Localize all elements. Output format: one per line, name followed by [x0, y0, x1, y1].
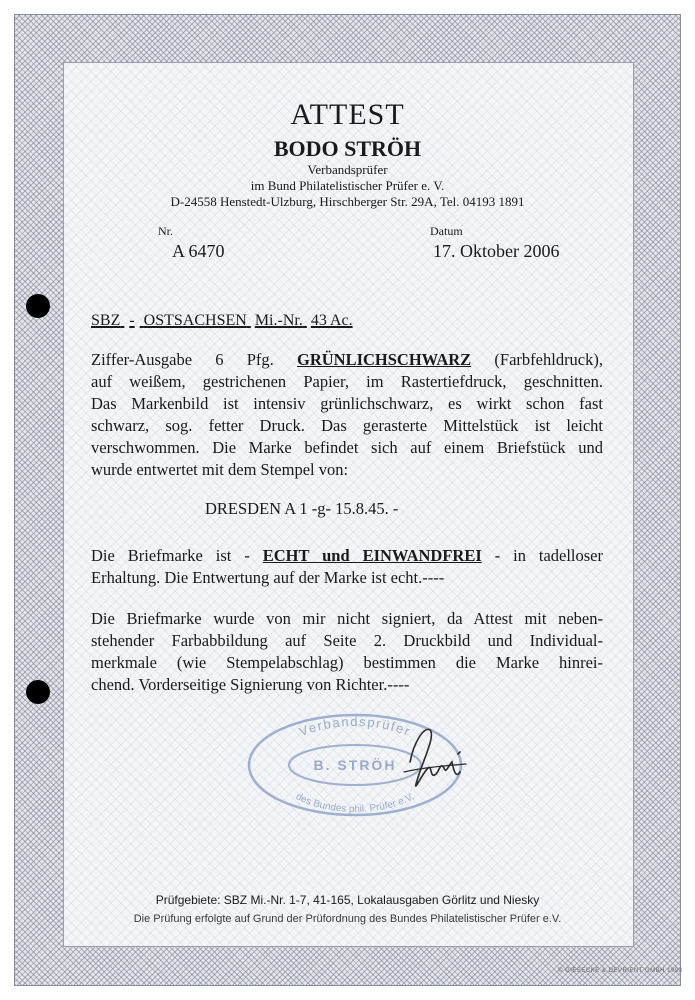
description-line-3: Das Markenbild ist intensiv grünlichschwarz, es wirkt schon fast — [91, 394, 603, 413]
error-type: (Farbfehldruck), — [494, 350, 604, 369]
seal-bottom-text: des Bundes phil. Prüfer e.V. — [293, 791, 417, 816]
stamp-heading — [91, 312, 353, 330]
seal-center-text: B. STRÖH — [313, 757, 397, 773]
note-paragraph — [91, 608, 603, 696]
description-line-1 — [91, 349, 603, 371]
verdict-intro: Die Briefmarke ist - — [91, 546, 250, 565]
heading-area: SBZ — [91, 312, 121, 329]
issue-text: Ziffer-Ausgabe 6 Pfg. — [91, 350, 274, 369]
description-line-4: schwarz, sog. fetter Druck. Das gerasterte Mittelstück ist leicht — [91, 416, 603, 435]
heading-region: OSTSACHSEN — [143, 312, 247, 329]
verdict-line-2: Erhaltung. Die Entwertung auf der Marke ist echt.---- — [91, 568, 445, 587]
printer-imprint: © GIESECKE & DEVRIENT GMBH 1993 — [558, 968, 683, 974]
association: im Bund Philatelistischer Prüfer e. V. — [250, 178, 445, 193]
address: D-24558 Henstedt-Ulzburg, Hirschberger Str. 29A, Tel. 04193 1891 — [170, 194, 525, 209]
certificate-number: A 6470 — [172, 241, 225, 261]
cancellation-text: DRESDEN A 1 -g- 15.8.45. - — [205, 499, 399, 518]
note-line-1: Die Briefmarke wurde von mir nicht signiert, da Attest mit neben- — [91, 609, 603, 628]
verdict-line-1 — [91, 545, 603, 567]
verdict-result: ECHT und EINWANDFREI — [262, 546, 482, 565]
examiner-name: BODO STRÖH — [273, 136, 422, 161]
certificate-date: 17. Oktober 2006 — [433, 241, 560, 261]
note-line-3: merkmale (wie Stempelabschlag) bestimmen die Marke hinrei- — [91, 653, 603, 672]
heading-catalog-number: 43 Ac. — [310, 312, 353, 329]
description-paragraph — [91, 349, 603, 481]
description-line-5: verschwommen. Die Marke befindet sich auf einem Briefstück und — [91, 438, 603, 457]
description-line-2: auf weißem, gestrichenen Papier, im Rastertiefdruck, geschnitten. — [91, 372, 603, 391]
punch-hole-top — [26, 294, 50, 318]
punch-hole-bottom — [26, 680, 50, 704]
examiner-role: Verbandsprüfer — [307, 162, 388, 177]
heading-separator: - — [129, 312, 135, 329]
color-designation: GRÜNLICHSCHWARZ — [297, 350, 472, 369]
note-line-4: chend. Vorderseitige Signierung von Richter.---- — [91, 675, 410, 694]
date-label: Datum — [430, 224, 463, 238]
examination-areas: Prüfgebiete: SBZ Mi.-Nr. 1-7, 41-165, Lokalausgaben Görlitz und Niesky — [155, 893, 540, 907]
heading-catalog-label: Mi.-Nr. — [254, 312, 303, 329]
certificate-title: ATTEST — [290, 98, 405, 131]
verdict-paragraph — [91, 545, 603, 589]
verdict-condition: - in tadelloser — [494, 546, 603, 565]
note-line-2: stehender Farbabbildung auf Seite 2. Druckbild und Individual- — [91, 631, 603, 650]
examination-regulation: Die Prüfung erfolgte auf Grund der Prüfordnung des Bundes Philatelistischer Prüfer e.V. — [133, 913, 562, 925]
description-line-6: wurde entwertet mit dem Stempel von: — [91, 460, 349, 479]
handwritten-signature — [400, 722, 470, 800]
number-label: Nr. — [158, 224, 173, 238]
seal-top-text: Verbandsprüfer — [296, 713, 414, 740]
